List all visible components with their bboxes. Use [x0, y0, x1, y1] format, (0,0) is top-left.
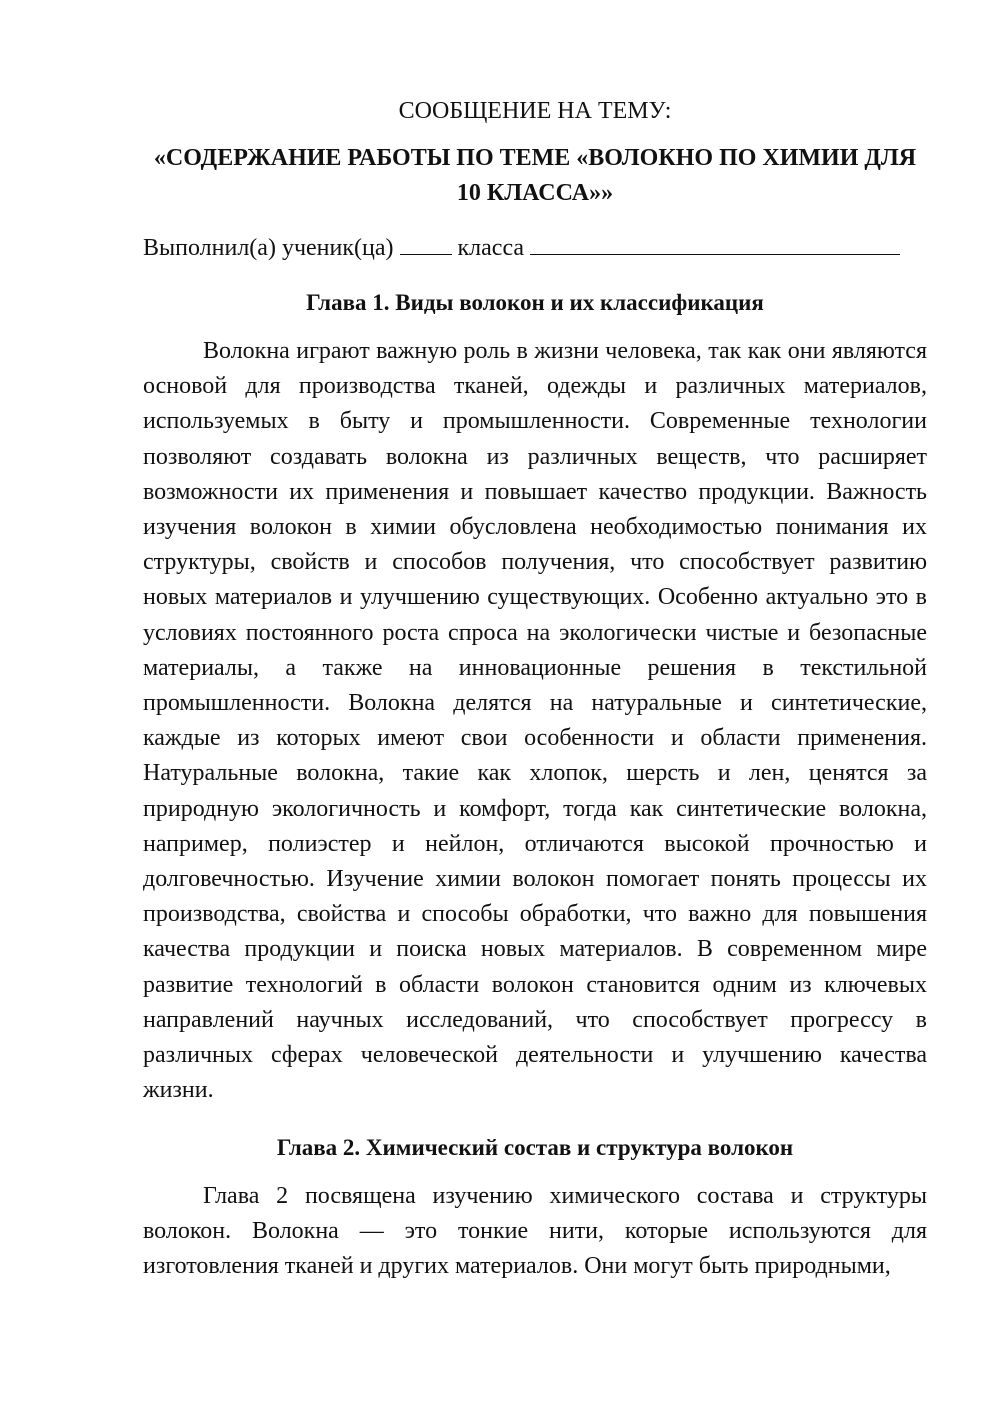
signature-middle: класса — [457, 235, 525, 261]
class-blank-field — [400, 232, 452, 255]
name-blank-field — [530, 232, 900, 255]
document-header: СООБЩЕНИЕ НА ТЕМУ: — [398, 98, 672, 124]
signature-line — [143, 232, 900, 263]
chapter-2-heading: Глава 2. Химический состав и структура волокон — [276, 1135, 794, 1160]
chapter-2-paragraph: Глава 2 посвящена изучению химического состава и структуры волокон. Волокна — это тонкие нити, которые используются для изготовления тканей и других материалов. Они могут быть природными, — [143, 1183, 927, 1280]
document-title-line-1: «СОДЕРЖАНИЕ РАБОТЫ ПО ТЕМЕ «ВОЛОКНО ПО ХИМИИ ДЛЯ — [153, 145, 917, 171]
signature-prefix: Выполнил(а) ученик(ца) — [143, 235, 394, 261]
chapter-1-paragraph: Волокна играют важную роль в жизни человека, так как они являются основой для производства тканей, одежды и различных материалов, используемых в быту и промышленности. Современные технологии позволяют создавать волокна из различных веществ, что расширяет возможности их применения и повышает качество продукции. Важность изучения волокон в химии обусловлена необходимостью понимания их структуры, свойств и способов получения, что способствует развитию новых материалов и улучшению существующих. Особенно актуально это в условиях постоянного роста спроса на экологически чистые и безопасные материалы, а также на инновационные решения в текстильной промышленности. Волокна делятся на натуральные и синтетические, каждые из которых имеют свои особенности и области применения. Натуральные волокна, такие как хлопок, шерсть и лен, ценятся за природную экологичность и комфорт, тогда как синтетические волокна, например, полиэстер и нейлон, отличаются высокой прочностью и долговечностью. Изучение химии волокон помогает понять процессы их производства, свойства и способы обработки, что важно для повышения качества продукции и поиска новых материалов. В современном мире развитие технологий в области волокон становится одним из ключевых направлений научных исследований, что способствует прогрессу в различных сферах человеческой деятельности и улучшению качества жизни. — [143, 338, 927, 1104]
chapter-1-heading: Глава 1. Виды волокон и их классификация — [306, 290, 764, 315]
document-title-line-2: 10 КЛАССА»» — [456, 180, 614, 206]
